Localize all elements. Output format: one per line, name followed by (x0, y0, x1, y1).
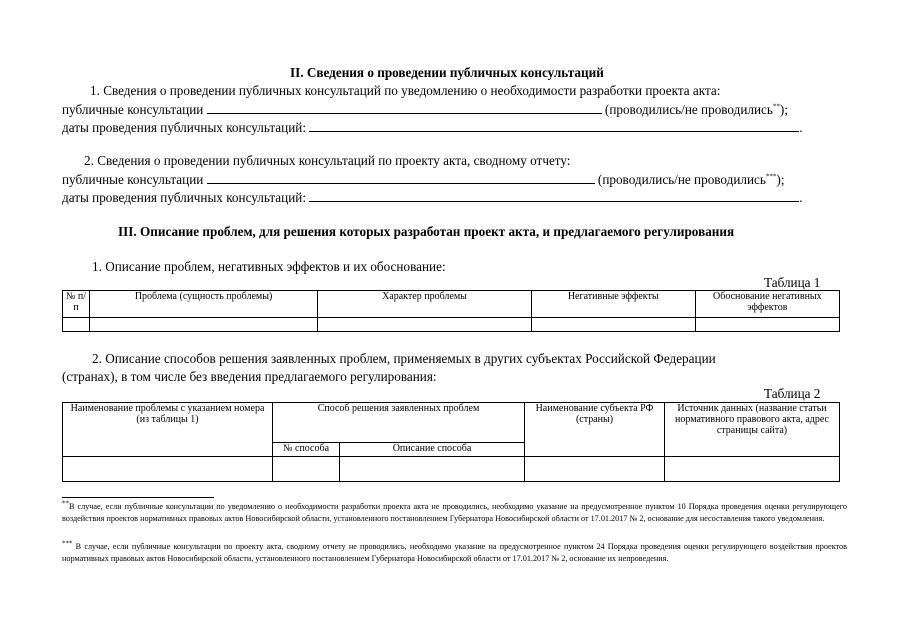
item2-line1-suffix: (проводились/не проводились (597, 172, 766, 187)
item1-line2-label: даты проведения публичных консультаций: (62, 120, 306, 135)
table1-header-negative: Негативные эффекты (531, 291, 695, 318)
section3-item2-title-line2: (странах), в том числе без введения предлагаемого регулирования: (62, 369, 437, 384)
table2-header-source: Источник данных (название статьи нормативного правового акта, адрес страницы сайта) (665, 403, 840, 457)
table1-cell[interactable] (695, 318, 839, 332)
table2-cell[interactable] (340, 457, 525, 482)
item1-line1-sup: ** (772, 102, 780, 111)
item1-public-consultations-line (62, 100, 788, 119)
item2-dates-line (62, 188, 803, 207)
footnote-1 (62, 501, 847, 525)
footnote-1-text: В случае, если публичные консультации по уведомлению о необходимости разработки проекта акта не проводились, необходимо указание на предусмотренное пунктом 10 Порядка проведения оценки регулирующего воздействия проектов нормативных правовых актов Новосибирской области, установленного постановлением Губернатора Новосибирской области от 17.01.2017 № 2, основание для несоставления такого уведомления. (62, 502, 847, 523)
item2-dates-field[interactable] (309, 188, 799, 202)
table2-cell[interactable] (525, 457, 665, 482)
item1-line1-suffix: (проводились/не проводились (604, 102, 773, 117)
table2-cell[interactable] (273, 457, 340, 482)
table-row (63, 318, 840, 332)
section2-item2-title: 2. Сведения о проведении публичных консультаций по проекту акта, сводному отчету: (84, 153, 571, 168)
footnote-2 (62, 541, 847, 565)
item1-line1-label: публичные консультации (62, 102, 204, 117)
item2-public-consultations-line (62, 170, 784, 189)
table2-header-method: Способ решения заявленных проблем (273, 403, 525, 443)
footnote-2-mark: *** (62, 539, 73, 548)
table1-header-num: № п/п (63, 291, 90, 318)
item2-consultations-field[interactable] (207, 170, 595, 184)
table2-header-method-num: № способа (273, 443, 340, 457)
item2-line1-sup: *** (765, 172, 777, 181)
footnote-1-mark: ** (62, 499, 69, 508)
table2-header-method-desc: Описание способа (340, 443, 525, 457)
footnote-separator (62, 497, 214, 498)
item2-line2-end: . (799, 190, 803, 205)
table1 (62, 290, 840, 332)
item2-line2-label: даты проведения публичных консультаций: (62, 190, 306, 205)
table-row (63, 457, 840, 482)
table1-header-problem: Проблема (сущность проблемы) (89, 291, 317, 318)
footnote-2-text: В случае, если публичные консультации по проекту акта, сводному отчету не проводились, необходимо указание на предусмотренное пунктом 24 Порядка проведения оценки регулирующего воздействия проектов нормативных правовых актов Новосибирской области, установленного постановлением Губернатора Новосибирской области от 17.01.2017 № 2, основание их непроведения. (62, 542, 847, 563)
item2-line1-label: публичные консультации (62, 172, 204, 187)
table1-header-character: Характер проблемы (318, 291, 531, 318)
table1-cell[interactable] (89, 318, 317, 332)
table2-caption: Таблица 2 (764, 386, 821, 401)
table1-caption: Таблица 1 (764, 275, 821, 290)
item1-dates-line (62, 118, 803, 137)
table1-header-row (63, 291, 840, 318)
table1-cell[interactable] (318, 318, 531, 332)
section3-item2-title-line1: 2. Описание способов решения заявленных проблем, применяемых в других субъектах Российской Федерации (92, 351, 716, 366)
item2-line1-end: ); (776, 172, 785, 187)
table2 (62, 402, 840, 482)
table2-header-subject: Наименование субъекта РФ (страны) (525, 403, 665, 457)
table1-cell[interactable] (63, 318, 90, 332)
table2-header-row (63, 403, 840, 443)
table2-header-problem: Наименование проблемы с указанием номера (из таблицы 1) (63, 403, 273, 457)
item1-line2-end: . (799, 120, 803, 135)
table2-cell[interactable] (63, 457, 273, 482)
item1-dates-field[interactable] (309, 118, 799, 132)
item1-consultations-field[interactable] (207, 100, 602, 114)
section2-heading: II. Сведения о проведении публичных консультаций (290, 65, 604, 80)
table2-cell[interactable] (665, 457, 840, 482)
item1-line1-end: ); (779, 102, 788, 117)
table1-cell[interactable] (531, 318, 695, 332)
section3-heading: III. Описание проблем, для решения которых разработан проект акта, и предлагаемого регулирования (118, 224, 735, 239)
section3-item1-title: 1. Описание проблем, негативных эффектов и их обоснование: (92, 259, 446, 274)
table1-header-justification: Обоснование негативных эффектов (695, 291, 839, 318)
section2-item1-title: 1. Сведения о проведении публичных консультаций по уведомлению о необходимости разработки проекта акта: (90, 83, 721, 98)
